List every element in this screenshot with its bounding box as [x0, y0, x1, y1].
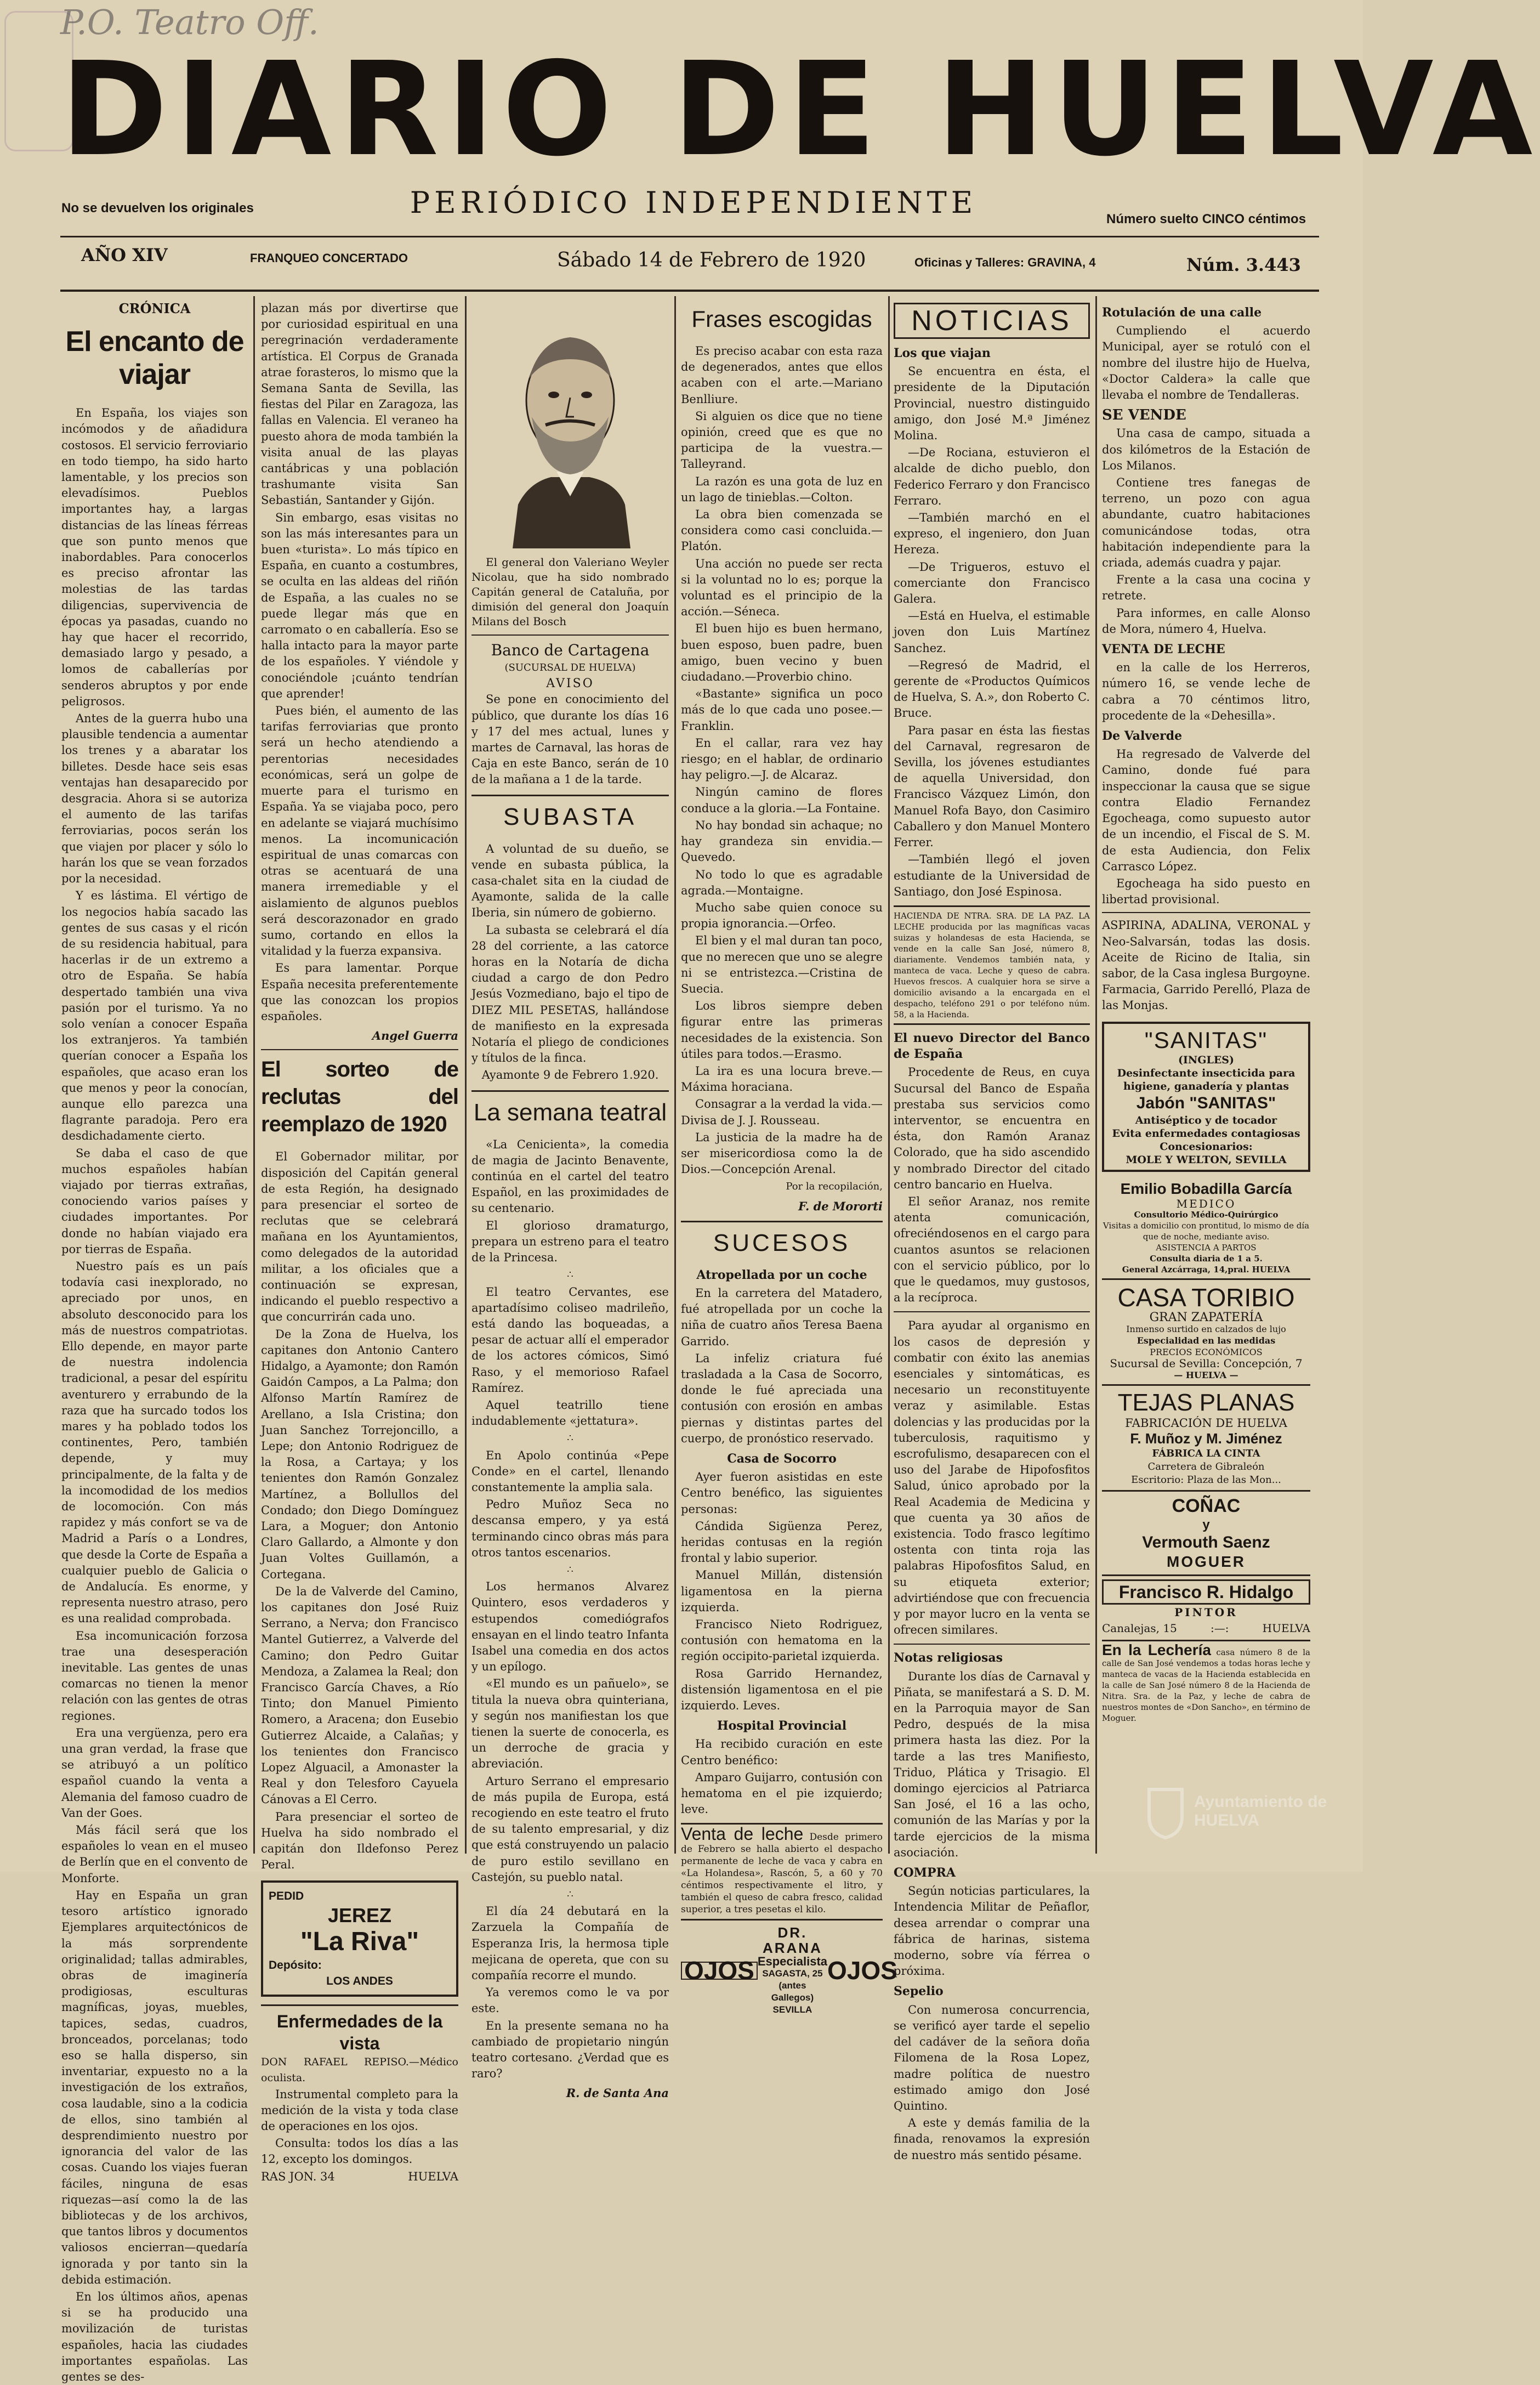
ad-leche [681, 1823, 883, 1921]
ad-line: Depósito: [269, 1958, 322, 1972]
paragraph: Arturo Serrano el empresario de más pupila de Europa, está recogiendo en este teatro el fruto de su talento empresarial, y diz que está construyendo un palacio de puro estilo sevillano en Castejón, su pueblo natal. [471, 1774, 669, 1884]
frase: Los libros siempre deben figurar entre las primeras necesidades de la existencia. Son útiles para todos.—Erasmo. [681, 999, 883, 1061]
ad-line: Consultorio Médico-Quirúrgico [1134, 1209, 1278, 1220]
paragraph: Según noticias particulares, la Intendencia Militar de Peñaflor, desea arrendar o comprar una fábrica de harinas, sistema moderno, sobre vía férrea o próxima. [894, 1884, 1090, 1978]
divider [681, 1221, 883, 1222]
paragraph: Procedente de Reus, en cuya Sucursal del Banco de España prestaba sus servicios como interventor, se encuentra en ésta, don Ramón Aranaz Colorado, que ha sido ascendido y nombrado Director del citado centro bancario en Huelva. [894, 1066, 1090, 1191]
ad-line: Desinfectante insecticida para higiene, ganadería y plantas [1117, 1067, 1295, 1092]
section-head: Rotulación de una calle [1102, 305, 1262, 320]
ad-line: Jabón "SANITAS" [1136, 1094, 1276, 1112]
paragraph: «La Cenicienta», la comedia de magia de Jacinto Benavente, continúa en el cartel del teatro Español, en las proximidades de su centenario. [471, 1137, 669, 1215]
frase: Consagrar a la verdad la vida.—Divisa de J. J. Rousseau. [681, 1097, 883, 1127]
note-price: Número suelto CINCO céntimos [1106, 212, 1306, 226]
paragraph: Con numerosa concurrencia, se verificó ayer tarde el sepelio del cadáver de la señora doña Filomena de la Rosa Lopez, madre política de nuestro estimado amigo don José Quintino. [894, 2003, 1090, 2112]
ad-line: SEVILLA [772, 2004, 812, 2015]
ad-line: Visitas a domicilio con prontitud, lo mismo de día que de noche, mediante aviso. [1103, 1220, 1310, 1242]
ad-line: PINTOR [1174, 1605, 1238, 1619]
paragraph: Pedro Muñoz Seca no descansa empero, y ya está terminando cinco obras más para otros tantos escenarios. [471, 1498, 669, 1559]
ad-title: Emilio Bobadilla García [1120, 1180, 1292, 1197]
paragraph: Amparo Guijarro, contusión con hematoma en el pie izquierdo; leve. [681, 1770, 883, 1816]
paragraph: Egocheaga ha sido puesto en libertad provisional. [1102, 876, 1310, 907]
frase: El bien y el mal duran tan poco, que no merecen que uno se alegre ni se entristezca.—Cristina de Suecia. [681, 934, 883, 995]
paragraph: La infeliz criatura fué trasladada a la Casa de Socorro, donde le fué apreciada una contusión con erosión en ambas piernas y distintas partes del cuerpo, de pronóstico reservado. [681, 1351, 883, 1445]
ad-line: MOGUER [1167, 1553, 1246, 1570]
ad-line: (INGLES) [1178, 1053, 1235, 1066]
frase: El buen hijo es buen hermano, buen esposo, buen padre, buen amigo, buen vecino y buen ciudadano.—Proverbio chino. [681, 622, 883, 684]
frase: La obra bien comenzada se considera como casi concluida.—Platón. [681, 508, 883, 553]
paragraph: El día 24 debutará en la Zarzuela la Compañía de Esperanza Iris, la hermosa tiple mejicana de opereta, que con su compañía recorre el mundo. [471, 1905, 669, 1982]
paragraph: Pues bién, el aumento de las tarifas ferroviarias que pronto será un hecho atendiendo a perentorias necesidades económicas, será un golpe de muerte para el turismo en España. Ya se viajaba poco, pero en adelante se viajará muchísimo menos. La incomunicación espiritual de unas comarcas con otras se acentuará de una manera irremediable y el aislamiento de algunos pueblos será descorazonador en grado sumo, cortando en ellos la vitalidad y la fuerza expansiva. [261, 704, 458, 958]
watermark-text: Ayuntamiento de HUELVA [1194, 1793, 1327, 1829]
column-3 [471, 301, 669, 2100]
paragraph: Francisco Nieto Rodriguez, contusión con hematoma en la región occipito-parietal izquierda. [681, 1618, 883, 1663]
ad-line: ASISTENCIA A PARTOS [1156, 1242, 1257, 1253]
frase: Ningún camino de flores conduce a la gloria.—La Fontaine. [681, 785, 883, 815]
section-head: COMPRA [894, 1866, 956, 1880]
divider [471, 635, 669, 636]
ad-tejas [1102, 1386, 1310, 1492]
bank-subtitle: (SUCURSAL DE HUELVA) [504, 662, 636, 673]
ad-line: Concesionarios: [1160, 1140, 1253, 1153]
paragraph: De la Zona de Huelva, los capitanes don Antonio Cantero Hidalgo, a Ayamonte; don Ramón Gaidón Campos, a La Palma; don Alfonso Martín Ramírez de Arellano, a Isla Cristina; don Juan Sanchez Torrejoncillo, a Lepe; don Antonio Rodriguez de la Rosa, a Cartaya; y los tenientes don Ramón Gonzalez Martínez, a Bollullos del Condado; don Diego Domínguez Lara, a Moguer; don Antonio Claro Gallardo, a Almonte y don Juan Voltes Guillamón, a Cortegana. [261, 1327, 458, 1581]
paragraph: Ha recibido curación en este Centro benéfico: [681, 1737, 883, 1767]
paragraph: Contiene tres fanegas de terreno, un pozo con agua abundante, cuatro habitaciones comunicándose todas, otra habitación independiente para la criada, además cuadra y pajar. [1102, 476, 1310, 570]
section-head: Los que viajan [894, 346, 991, 360]
paragraph: —También marchó en el expreso, el ingeniero, don Juan Hereza. [894, 511, 1090, 557]
frase: No todo lo que es agradable agrada.—Montaigne. [681, 868, 883, 897]
portrait-caption: El general don Valeriano Weyler Nicolau, que ha sido nombrado Capitán general de Cataluña, por dimisión del general don Joaquín Milans del Bosch [471, 556, 669, 628]
paragraph: —También llegó el joven estudiante de la Universidad de Santiago, don José Espinosa. [894, 853, 1090, 898]
ad-line: General Azcárraga, 14,pral. HUELVA [1122, 1264, 1291, 1274]
city: HUELVA [408, 2169, 458, 2183]
paragraph: Cumpliendo el acuerdo Municipal, ayer se rotuló con el nombre del ilustre hijo de Huelva, «Doctor Caldera» la calle que llevaba el nombre de Tendalleras. [1102, 324, 1310, 402]
ad-conac [1102, 1492, 1310, 1576]
ad-line: Especialista [757, 1955, 828, 1969]
frases-credit: Por la recopilación, [786, 1181, 883, 1193]
ad-line: — HUELVA — [1174, 1369, 1238, 1380]
ad-line: Instrumental completo para la medición de la vista y toda clase de operaciones en los ojos. [261, 2087, 458, 2133]
offices: Oficinas y Talleres: GRAVINA, 4 [914, 256, 1096, 269]
column-divider [674, 296, 676, 1854]
ad-line: FABRICACIÓN DE HUELVA [1125, 1416, 1287, 1430]
frase: No hay bondad sin achaque; no hay grandeza sin envidia.—Quevedo. [681, 818, 883, 864]
ad-title: TEJAS PLANAS [1117, 1389, 1295, 1416]
cronica-kicker: CRÓNICA [118, 301, 191, 316]
frase: Si alguien os dice que no tiene opinión, creed que es que no participa de la vuestra.—Talleyrand. [681, 409, 883, 471]
paragraph: En los últimos años, apenas si se ha producido una movilización de turistas españoles, hacia las ciudades importantes españolas. Las gentes se des- [61, 2290, 248, 2383]
bank-title: Banco de Cartagena [491, 641, 650, 659]
ad-line: Antiséptico y de tocador [1135, 1114, 1277, 1126]
column-divider [253, 296, 255, 1854]
ad-ojos [681, 1924, 897, 2016]
ad-line: Vermouth Saenz [1142, 1533, 1270, 1551]
ad-title: Francisco R. Hidalgo [1102, 1579, 1310, 1605]
paragraph: Esa incomunicación forzosa trae una desesperación inevitable. Las gentes de unas comarcas no tienen la menor relación con las gentes de otras regiones. [61, 1629, 248, 1723]
ad-text: casa número 8 de la calle de San José vendemos a todas horas leche y manteca de vacas de la Hacienda [1102, 1647, 1310, 1680]
masthead-rule-top [60, 236, 1319, 237]
note-originals: No se devuelven los originales [61, 201, 254, 216]
paragraph: El Gobernador militar, por disposición del Capitán general de esta Región, ha designado para presenciar el sorteo de reclutas que se celebrará mañana en los Ayuntamientos, como delegados de la autoridad militar, a los oficiales que a continuación se expresan, indicando el pueblo respectivo a que concurrirán cada uno. [261, 1150, 458, 1324]
ad-line: Consulta: todos los días a las 12, excepto los domingos. [261, 2137, 458, 2166]
paragraph: Una casa de campo, situada a dos kilómetros de la Estación de Los Milanos. [1102, 427, 1310, 472]
paragraph: —De Rociana, estuvieron el alcalde de dicho pueblo, don Federico Ferraro y don Francisco Ferraro. [894, 446, 1090, 507]
separator-dots: ∴ [567, 1889, 573, 1901]
paragraph: A este y demás familia de la finada, renovamos la expresión de nuestro más sentido pésame. [894, 2116, 1090, 2162]
subasta-date: Ayamonte 9 de Febrero 1.920. [481, 1068, 659, 1082]
paragraph: Aquel teatrillo tiene indudablemente «jettatura». [471, 1398, 669, 1428]
ad-line: Especialidad en las medidas [1136, 1335, 1276, 1346]
bank-aviso: AVISO [546, 677, 594, 691]
ad-title: Venta de leche [681, 1824, 804, 1844]
frase: La ira es una locura breve.—Máxima horaciana. [681, 1064, 883, 1094]
frase: Mucho sabe quien conoce su propia ignorancia.—Orfeo. [681, 900, 883, 931]
paragraph: El teatro Cervantes, ese apartadísimo coliseo madrileño, está dando las boqueadas, a pesar de actuar allí el emperador de los actores cómicos, Simó Raso, y el memorioso Rafael Ramírez. [471, 1285, 669, 1395]
paragraph: Y es lástima. El vértigo de los negocios había sacado las gentes de sus casas y el ricón de su residencia habitual, para hacerlas ir de un extremo a otro de España. Se había despertado también una viva pasión por el turismo. Ya no solo venían a conocer España los extranjeros. Ya también querían conocer a España los españoles, que acaso eran los que menos y peor la conocían, aunque ello parezca una flagrante paradoja. Pero era desdichadamente cierto. [61, 889, 248, 1143]
ad-line: COÑAC [1172, 1495, 1241, 1516]
paragraph: Durante los días de Carnaval y Piñata, se manifestará a S. D. M. en la Parroquia mayor de San Pedro, después de la misa primera hasta las diez. Por la tarde a las tres Manifiesto, Triduo, Plática y Trisagio. El domingo ejercicios al Patriarca San José, el 16 a las ocho, comunión de las Marías y por la tarde ejercicios de la misma asociación. [894, 1669, 1090, 1859]
paragraph: Más fácil será que los españoles lo vean en el museo de Berlín que en el convento de Monforte. [61, 1823, 248, 1885]
paragraph: Sin embargo, esas visitas no son las más interesantes para un buen «turista». Lo más típico en España, en cuanto a costumbres, se oculta en las aldeas del riñón de España, a las cuales no se puede llegar más que en carromato o en caballería. Eso se halla intacto para la mayor parte de los españoles. Y viéndole y conociéndole ¡cuánto tendrían que aprender! [261, 511, 458, 700]
masthead-subtitle: PERIÓDICO INDEPENDIENTE [410, 185, 978, 220]
column-divider [1095, 296, 1097, 1854]
paragraph: Manuel Millán, distensión ligamentosa en la pierna izquierda. [681, 1568, 883, 1614]
ad-ojos-left: OJOS [681, 1962, 758, 1980]
ad-jerez [261, 1880, 458, 1997]
column-6 [1102, 301, 1310, 1853]
issue-date: Sábado 14 de Febrero de 1920 [557, 249, 866, 271]
ad-line: PEDID [269, 1890, 304, 1903]
hospital-subhead: Hospital Provincial [717, 1719, 847, 1733]
ad-line: SAGASTA, 25 [762, 1968, 823, 1979]
ad-title: En la Lechería [1102, 1641, 1211, 1659]
signature: R. de Santa Ana [566, 2086, 669, 2100]
ad-line: Inmenso surtido en calzados de lujo [1126, 1323, 1286, 1334]
ad-ojos-right: OJOS [827, 1956, 897, 1985]
paragraph: En España, los viajes son incómodos y de añadidura costosos. El servicio ferroviario en todo tiempo, ha sido harto lamentable, y los precios son elevadísimos. Pueblos importantes hay, a largas distancias de las líneas férreas que son punto menos que inabordables. Para conocerlos es preciso afrontar las molestias de las tardas diligencias, supervivencia de épocas ya pasadas, cuando no hay que hacer el recorrido, demasiado largo y pesado, a lomos de caballerías por senderos abruptos y por ende peligrosos. [61, 406, 248, 708]
paragraph: El señor Aranaz, nos remite atenta comunicación, ofreciéndosenos en el cargo para cuantos asuntos se relacionen con el servicio público, por lo que le quedamos, muy gustosos, a la recíproca. [894, 1194, 1090, 1305]
divider [261, 1049, 458, 1050]
paragraph: Era una vergüenza, pero era una gran verdad, la frase que se atribuyó a un político español cuando la venta a Alemania del famoso cuadro de Van der Goes. [61, 1726, 248, 1820]
ad-line: LOS ANDES [326, 1974, 393, 1987]
section-head: Sepelio [894, 1984, 944, 1999]
ad-ojos-center [758, 1925, 827, 2016]
sucesos-subhead: Atropellada por un coche [696, 1267, 867, 1282]
frase: En el callar, rara vez hay riesgo; en el hablar, de ordinario hay peligro.—J. de Alcaraz. [681, 736, 883, 782]
paragraph: —Regresó de Madrid, el gerente de «Productos Químicos de Huelva, S. A.», don Roberto C. Bruce. [894, 658, 1090, 720]
socorro-subhead: Casa de Socorro [727, 1452, 837, 1466]
paragraph: En la presente semana no ha cambiado de propietario ningún teatro cortesano. ¿Verdad que es raro? [471, 2019, 669, 2081]
signature: F. de Mororti [798, 1199, 883, 1213]
issue-number: Núm. 3.443 [1186, 254, 1301, 275]
ad-line: PRECIOS ECONÓMICOS [1150, 1346, 1263, 1357]
ad-line: Carretera de Gibraleón [1147, 1460, 1265, 1472]
ad-sanitas [1102, 1022, 1310, 1172]
paragraph: Antes de la guerra hubo una plausible tendencia a aumentar los trenes y a abaratar los billetes. Desde hace seis esas ventajas han desaparecido por desgracia. Ahora si se autoriza el aumento de las tarifas ferroviarias, pocos serán los que viajen por placer y sólo lo harán los que se vean forzados por la necesidad. [61, 712, 248, 886]
divider [471, 795, 669, 796]
ad-line: Evita enfermedades contagiosas [1112, 1127, 1300, 1140]
ad-line: Sucursal de Sevilla: Concepción, 7 [1110, 1356, 1303, 1370]
section-head: De Valverde [1102, 729, 1183, 744]
paragraph: Para ayudar al organismo en los casos de depresión y combatir con éxito las anemias esenciales y sintomáticas, es necesario un reconstituyente veraz y asimilable. Estas dolencias y las producidas por la tuberculosis, raquitismo y escrofulismo, desaparecen con el uso del Jarabe de Hipofosfitos Salud, único aprobado por la Real Academia de Medicina y que cuenta ya 30 años de existencia. Todo frasco legítimo ostenta con tinta roja las palabras Hipofosfitos Salud, en su etiqueta exterior; advirtiéndose que con frecuencia y por mayor lucro en la venta se ofrecen similares. [894, 1319, 1090, 1637]
sorteo-headline: El sorteo de reclutas del reemplazo de 1920 [261, 1057, 458, 1137]
address: Canalejas, 15 [1102, 1621, 1177, 1635]
ad-line: FÁBRICA LA CINTA [1152, 1447, 1260, 1459]
paragraph: Ayer fueron asistidas en este Centro benéfico, las siguientes personas: [681, 1470, 883, 1516]
separator: :—: [1211, 1621, 1229, 1635]
issue-year: AÑO XIV [81, 245, 168, 265]
divider [471, 1090, 669, 1092]
frase: La razón es una gota de luz en un lago de tinieblas.—Colton. [681, 474, 883, 504]
paragraph: A voluntad de su dueño, se vende en subasta pública, la casa-chalet sita en la ciudad de Ayamonte, salida de la calle Iberia, sin número de gobierno. [471, 842, 669, 920]
paragraph: Se daba el caso de que muchos españoles habían viajado por tierras extrañas, conociendo varios países y ciudades importantes. Por donde no habían viajado era por tierras de España. [61, 1146, 248, 1256]
masthead-rule-bottom [60, 290, 1319, 292]
coat-of-arms-icon [1144, 1784, 1187, 1839]
city: HUELVA [1262, 1621, 1310, 1635]
ad-title: CASA TORIBIO [1117, 1283, 1295, 1312]
sucesos-title: SUCESOS [713, 1229, 851, 1256]
ad-line: Escritorio: Plaza de las Mon... [1131, 1474, 1281, 1486]
address: RAS JON. 34 [261, 2169, 335, 2183]
ad-aspirina: ASPIRINA, ADALINA, VERONAL y Neo-Salvarsán, todas las dosis. Aceite de Ricino de Italia, sin sabor, de la Casa inglesa Burgoyne. Farmacia, Garrido Perelló, Plaza de las Monjas. [1102, 919, 1310, 1012]
ad-text: Desde primero de Febrero se halla abierto el despacho permanente de leche de vaca y cabra en «La Holandesa», Rascón, 5, a 60 y 70 céntimos respectivamente el litro, y también el queso de cabra fresco, calidad superior, a tres pesetas el kilo. [681, 1832, 883, 1916]
teatral-title: La semana teatral [473, 1098, 667, 1126]
paragraph: El glorioso dramaturgo, prepara un estreno para el teatro de la Princesa. [471, 1219, 669, 1265]
paragraph: Se encuentra en ésta, el presidente de la Diputación Provincial, nuestro distinguido amigo, don José M.ª Jiménez Molina. [894, 365, 1090, 443]
ad-line: (antes Gallegos) [771, 1980, 814, 2003]
ad-line: y [1202, 1517, 1210, 1532]
paragraph: Para pasar en ésta las fiestas del Carnaval, regresaron de Sevilla, los jóvenes estudiantes de aquella Universidad, don Francisco Vázquez Limón, don Manuel Rofa Bayo, don Casimiro Caballero y don Manuel Montero Ferrer. [894, 723, 1090, 849]
ad-line: "La Riva" [300, 1927, 419, 1956]
separator-dots: ∴ [567, 1432, 573, 1444]
section-head: El nuevo Director del Banco de España [894, 1030, 1090, 1062]
franqueo: FRANQUEO CONCERTADO [250, 251, 408, 265]
masthead-title: DIARIO DE HUELVA [60, 34, 1540, 185]
paragraph: «El mundo es un pañuelo», se titula la nueva obra quinteriana, y según nos manifiestan los que tienen la suerte de conocerla, es un derroche de gracia y abreviación. [471, 1677, 669, 1771]
ad-toribio [1102, 1280, 1310, 1386]
paragraph: Para informes, en calle Alonso de Mora, número 4, Huelva. [1102, 606, 1310, 636]
ad-lecheria [1102, 1641, 1310, 1724]
ad-line: F. Muñoz y M. Jiménez [1130, 1430, 1282, 1447]
section-head: Notas religiosas [894, 1651, 1003, 1665]
column-1 [61, 301, 248, 2383]
paragraph: plazan más por divertirse que por curiosidad espiritual en una peregrinación verdaderamente artística. El Corpus de Granada atrae forasteros, lo mismo que la Semana Santa de Sevilla, las fiestas del Pilar en Zaragoza, las fallas en Valencia. El veraneo ha puesto ahora de moda también la visita anual de las playas cantábricas y una población trashumante visita San Sebastián, Santander y Gijón. [261, 302, 458, 507]
ad-line: MEDICO [1176, 1197, 1236, 1210]
paragraph: La subasta se celebrará el día 28 del corriente, a las catorce horas en la Notaría de dicha ciudad a cargo de don Pedro Jesús Vozmediano, bajo el tipo de DIEZ MIL PESETAS, hallándose de manifiesto en la expresada Notaría el pliego de condiciones y títulos de la finca. [471, 923, 669, 1065]
column-4 [681, 301, 897, 2015]
column-5 [894, 301, 1090, 2162]
frase: «Bastante» significa un poco más de lo que cada uno posee.—Franklin. [681, 687, 883, 733]
paragraph: Frente a la casa una cocina y retrete. [1102, 573, 1310, 603]
ad-bobadilla [1102, 1180, 1310, 1280]
ad-title: Enfermedades de la vista [276, 2012, 443, 2054]
ad-line: DON RAFAEL REPISO.—Médico oculista. [261, 2056, 458, 2084]
ad-text: establecida en la calle de San José número 8 de la Hacienda de Nitra. Sra. de la Paz, y leche de cabra de nuestros montes de «Don Sancho», en término de Moguer. [1102, 1669, 1310, 1724]
divider [894, 1311, 1090, 1312]
portrait-illustration [480, 307, 661, 548]
ad-title: "SANITAS" [1144, 1027, 1268, 1053]
column-divider [465, 296, 467, 1854]
ad-line: JEREZ [327, 1904, 392, 1927]
ad-address [261, 2169, 458, 2185]
ad-vista [261, 2004, 458, 2185]
section-head: VENTA DE LECHE [1102, 642, 1225, 657]
frases-title: Frases escogidas [691, 306, 872, 332]
noticias-title: NOTICIAS [894, 303, 1090, 339]
separator-dots: ∴ [567, 1563, 573, 1576]
ad-line: DR. ARANA [762, 1924, 822, 1957]
divider [1102, 912, 1310, 913]
divider [894, 1644, 1090, 1645]
ad-hidalgo [1102, 1576, 1310, 1641]
cronica-headline: El encanto de viajar [65, 326, 244, 391]
ad-line: Consulta diaria de 1 a 5. [1150, 1253, 1263, 1264]
archive-watermark [1144, 1781, 1341, 1842]
paragraph: —Está en Huelva, el estimable joven don Luis Martínez Sanchez. [894, 609, 1090, 655]
frase: Es preciso acabar con esta raza de degenerados, antes que ellos acaben con el arte.—Mariano Benlliure. [681, 344, 883, 406]
frase: La justicia de la madre ha de ser misericordiosa como la de Dios.—Concepción Arenal. [681, 1130, 883, 1176]
paragraph: Ha regresado de Valverde del Camino, donde fué para inspeccionar la causa que se sigue contra Eladio Fernandez Egocheaga, como supuesto autor de un incendio, el Fiscal de S. M. de esta Audiencia, don Felix Carrasco López. [1102, 747, 1310, 873]
paragraph: —De Trigueros, estuvo el comerciante don Francisco Galera. [894, 560, 1090, 606]
signature: Angel Guerra [372, 1029, 458, 1043]
section-head: SE VENDE [1102, 407, 1186, 424]
paragraph: Los hermanos Alvarez Quintero, esos verdaderos y estupendos comediógrafos ensayan en el lindo teatro Infanta Isabel una comedia en dos actos y un epílogo. [471, 1580, 669, 1674]
column-divider [888, 296, 890, 1854]
paragraph: De la de Valverde del Camino, los capitanes don José Ruiz Serrano, a Nerva; don Francisco Mantel Gutierrez, a Valverde del Camino; don Pedro Guitar Mendoza, a Zalamea la Real; don Francisco García Chaves, a Río Tinto; don Manuel Pimiento Romero, a Aracena; don Eusebio Gutierrez Alcaide, a Calañas; y los tenientes don Francisco Lopez Alguacil, a Amonaster la Real y don Telesforo Cayuela Cánovas a El Cerro. [261, 1584, 458, 1806]
paragraph: Cándida Sigüenza Perez, heridas contusas en la región frontal y labio superior. [681, 1519, 883, 1565]
paragraph: en la calle de los Herreros, número 16, se vende leche de cabra a 70 céntimos litro, procedente de la «Dehesilla». [1102, 661, 1310, 722]
paragraph: Hay en España un gran tesoro artístico ignorado Ejemplares arquitectónicos de la más sorprendente originalidad; tallas admirables, obras de imaginería prodigiosas, esculturas magníficas, joyas, muebles, tapices, sedas, cuadros, bronceados, porcelanas; todo eso se halla disperso, sin inventariar, expuesto no a la investigación de los extraños, cosa laudable, sino a la codicia de ellos, sino también al desprendimiento nuestro por ignorancia del valor de las cosas. Cuando los viajes fueran fáciles, ninguna de esas riquezas—así como la de las bibliotecas y de los archivos, que tantos libros y documentos valiosos encierran—quedaría ignorada y por tanto sin la debida estimación. [61, 1888, 248, 2286]
ad-line: MOLE Y WELTON, SEVILLA [1126, 1153, 1287, 1166]
ad-line: GRAN ZAPATERÍA [1149, 1310, 1263, 1324]
separator-dots: ∴ [567, 1269, 573, 1281]
paragraph: En Apolo continúa «Pepe Conde» en el cartel, llenando constantemente la amplia sala. [471, 1448, 669, 1494]
paragraph: Para presenciar el sorteo de Huelva ha sido nombrado el capitán don Ildefonso Perez Peral. [261, 1810, 458, 1872]
subasta-title: SUBASTA [503, 803, 638, 830]
paragraph: Rosa Garrido Hernandez, distensión ligamentosa en el pie izquierdo. Leves. [681, 1667, 883, 1713]
handwritten-note: P.O. Teatro Off. [60, 2, 319, 42]
paragraph: Ya veremos como le va por este. [471, 1986, 669, 2015]
paragraph: Nuestro país es un país todavía casi inexplorado, no apreciado por unos, en absoluto desconocido para los más de nuestros compatriotas. Ello depende, en mayor parte de nuestra indolencia tradicional, a pesar del espíritu aventurero y errabundo de la raza que ha surcado todos los mares y ha poblado todos los continentes, Pero, también depende, y muy principalmente, de la falta y de la incomodidad de los medios de locomoción. Con más rapidez y más confort se va de Madrid a París o a Londres, que desde la Corte de España a cualquier pueblo de Galicia o de Andalucía. Es enorme, y representa nuestro atraso, pero es una realidad comprobada. [61, 1259, 248, 1625]
bank-text: Se pone en conocimiento del público, que durante los días 16 y 17 del mes actual, lunes y martes de Carnaval, las horas de Caja en este Banco, serán de 10 de la mañana a 1 de la tarde. [471, 693, 669, 786]
column-2 [261, 301, 458, 2183]
ad-address [1102, 1621, 1310, 1636]
paragraph: Es para lamentar. Porque España necesita preferentemente que las conozcan los propios españoles. [261, 961, 458, 1023]
frase: Una acción no puede ser recta si la voluntad no lo es; porque la voluntad es el principio de la acción.—Séneca. [681, 557, 883, 619]
paragraph: En la carretera del Matadero, fué atropellada por un coche la niña de cuatro años Teresa Baena Garrido. [681, 1286, 883, 1348]
ad-hacienda: HACIENDA DE NTRA. SRA. DE LA PAZ. LA LECHE producida por las magníficas vacas suizas y holandesas de esta Hacienda, se vende en la calle San José, número 8, diariamente. Vendemos también nata, y manteca de vaca. Leche y queso de cabra. Huevos frescos. A cualquier hora se sirve a domicilio avisando a la encargada en el despacho, teléfono 291 o por teléfono núm. 58, a la Hacienda. [894, 905, 1090, 1025]
